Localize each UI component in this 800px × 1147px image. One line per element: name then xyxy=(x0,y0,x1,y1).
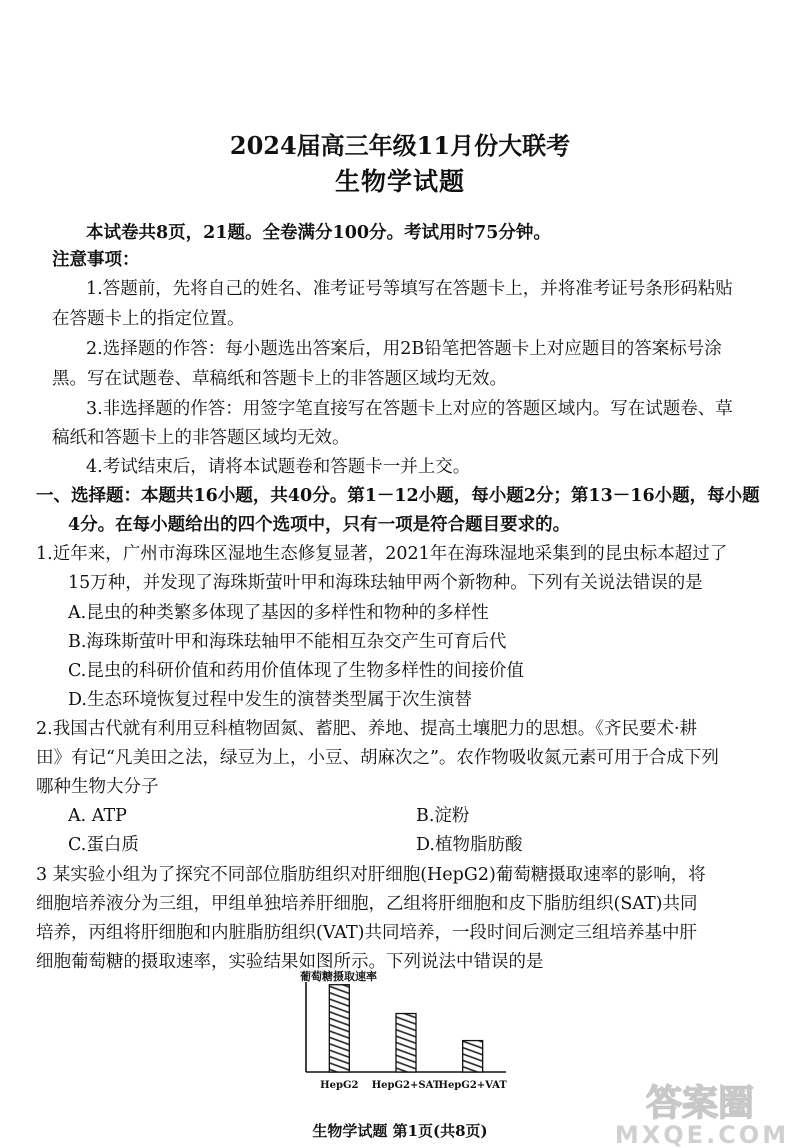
notice-item: 2.选择题的作答：每小题选出答案后，用2B铅笔把答题卡上对应题目的答案标号涂 xyxy=(86,339,722,359)
notice-item: 1.答题前，先将自己的姓名、准考证号等填写在答题卡上，并将准考证号条形码粘贴 xyxy=(86,279,733,299)
notice-item: 黑。写在试题卷、草稿纸和答题卡上的非答题区域均无效。 xyxy=(52,369,507,389)
notice-item: 在答题卡上的指定位置。 xyxy=(52,309,245,329)
question-2-stem-cont: 田》有记“凡美田之法，绿豆为上，小豆、胡麻次之”。农作物吸收氮元素可用于合成下列 xyxy=(36,748,719,768)
y-axis-label: 葡萄糖摄取速率 xyxy=(300,970,377,983)
x-tick-label: HepG2+SAT xyxy=(371,1080,441,1091)
question-3-stem-cont: 细胞葡萄糖的摄取速率，实验结果如图所示。下列说法中错误的是 xyxy=(36,952,544,972)
page-footer: 生物学试题 第1页(共8页) xyxy=(312,1122,488,1140)
question-1-option-c: C.昆虫的科研价值和药用价值体现了生物多样性的间接价值 xyxy=(68,661,524,681)
glucose-uptake-bar-chart xyxy=(288,968,518,1096)
notice-item: 4.考试结束后，请将本试题卷和答题卡一并上交。 xyxy=(86,457,471,477)
question-2-stem: 2.我国古代就有利用豆科植物固氮、蓄肥、养地、提高土壤肥力的思想。《齐民要术·耕 xyxy=(36,719,698,739)
question-2-stem-cont: 哪种生物大分子 xyxy=(36,777,159,797)
question-1-option-a: A.昆虫的种类繁多体现了基因的多样性和物种的多样性 xyxy=(68,603,489,623)
bar-hepg2-sat xyxy=(396,1014,416,1072)
question-2-option-b: B.淀粉 xyxy=(416,806,470,826)
notice-heading: 注意事项： xyxy=(52,250,140,270)
question-2-option-d: D.植物脂肪酸 xyxy=(416,835,523,855)
notice-item: 3.非选择题的作答：用签字笔直接写在答题卡上对应的答题区域内。写在试题卷、草 xyxy=(86,399,733,419)
bar-hepg2-vat xyxy=(463,1041,483,1072)
subject-title: 生物学试题 xyxy=(334,167,465,196)
svg-text:答案圈: 答案圈 xyxy=(645,1083,755,1124)
question-1-stem-cont: 15万种，并发现了海珠斯萤叶甲和海珠珐轴甲两个新物种。下列有关说法错误的是 xyxy=(68,573,703,593)
bar-hepg2 xyxy=(329,985,349,1072)
notice-item: 稿纸和答题卡上的非答题区域均无效。 xyxy=(52,428,350,448)
svg-text:MXQE.COM: MXQE.COM xyxy=(614,1121,790,1147)
section-heading-cont: 4分。在每小题给出的四个选项中，只有一项是符合题目要求的。 xyxy=(68,515,571,535)
question-2-option-c: C.蛋白质 xyxy=(68,835,139,855)
question-1-option-d: D.生态环境恢复过程中发生的演替类型属于次生演替 xyxy=(68,690,472,710)
question-3-stem: 3 某实验小组为了探究不同部位脂肪组织对肝细胞(HepG2)葡萄糖摄取速率的影响，将 xyxy=(36,865,706,885)
question-3-stem-cont: 培养，丙组将肝细胞和内脏脂肪组织(VAT)共同培养，一段时间后测定三组培养基中肝 xyxy=(36,923,697,943)
section-heading: 一、选择题：本题共16小题，共40分。第1－12小题，每小题2分；第13－16小题，每小题 xyxy=(36,486,760,506)
exam-intro: 本试卷共8页，21题。全卷满分100分。考试用时75分钟。 xyxy=(86,223,551,243)
watermark-logo xyxy=(610,1075,790,1147)
question-3-stem-cont: 细胞培养液分为三组，甲组单独培养肝细胞，乙组将肝细胞和皮下脂肪组织(SAT)共同 xyxy=(36,894,698,914)
x-tick-label: HepG2 xyxy=(320,1080,359,1091)
exam-title: 2024届高三年级11月份大联考 xyxy=(229,131,571,160)
question-2-option-a: A. ATP xyxy=(68,806,127,826)
question-1-stem: 1.近年来，广州市海珠区湿地生态修复显著，2021年在海珠湿地采集到的昆虫标本超过了 xyxy=(36,544,728,564)
question-1-option-b: B.海珠斯萤叶甲和海珠珐轴甲不能相互杂交产生可育后代 xyxy=(68,632,507,652)
x-tick-label: HepG2+VAT xyxy=(438,1080,507,1091)
